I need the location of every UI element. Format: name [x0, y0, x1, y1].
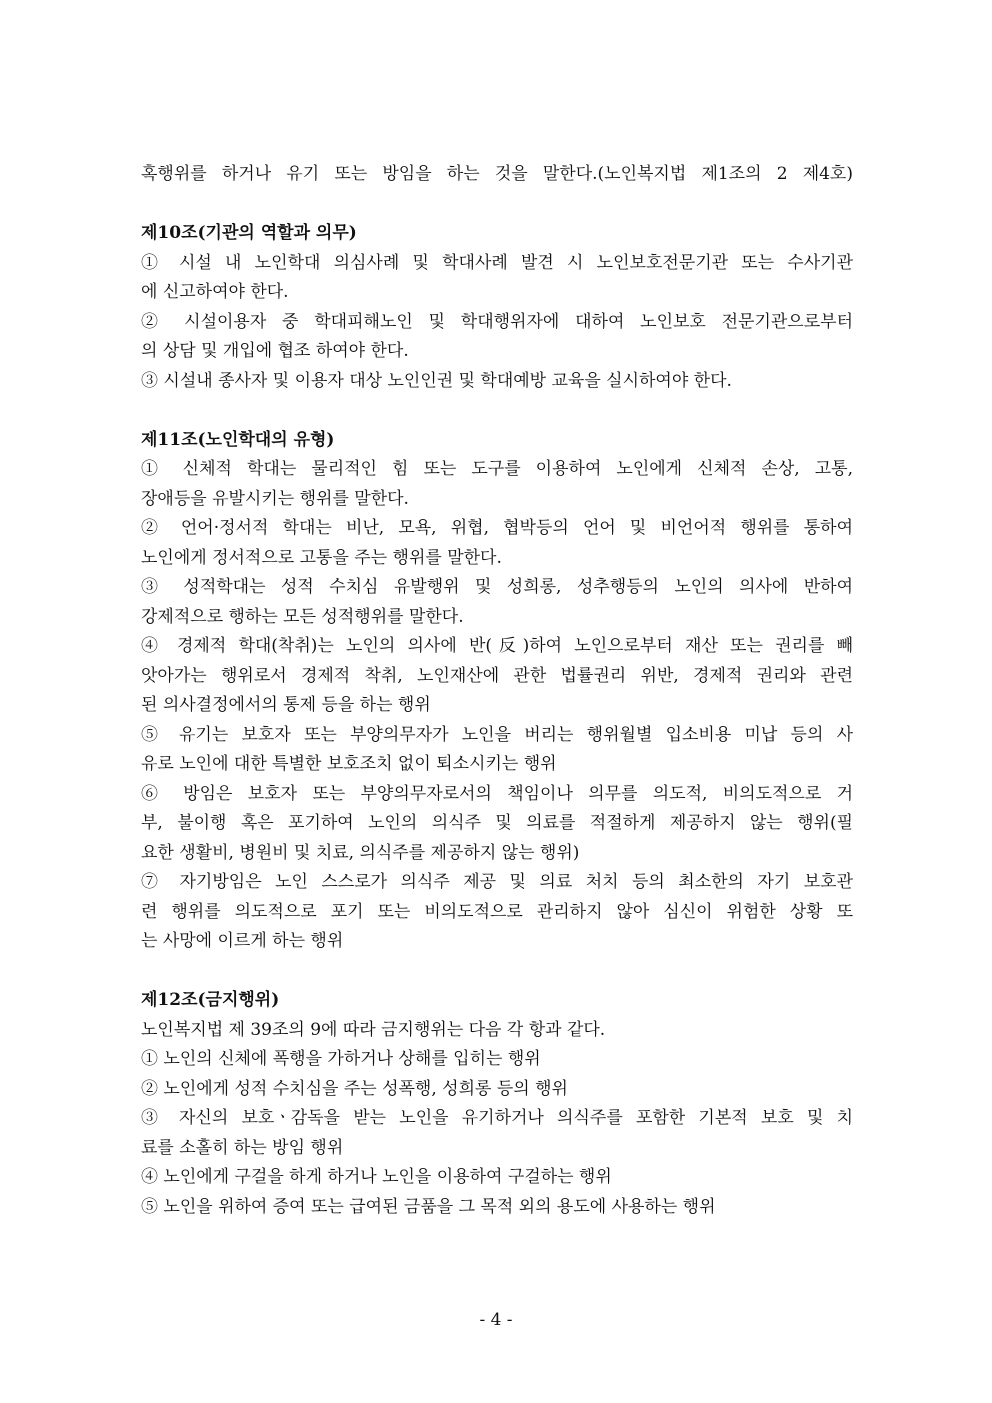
article-11-line: ⑥ 방임은 보호자 또는 부양의무자로서의 책임이나 의무를 의도적, 비의도적으로 거	[141, 783, 853, 804]
article-10-line: 의 상담 및 개입에 협조 하여야 한다.	[141, 341, 409, 361]
article-12-line: ④ 노인에게 구걸을 하게 하거나 노인을 이용하여 구걸하는 행위	[141, 1167, 612, 1187]
article-11-line: 강제적으로 행하는 모든 성적행위를 말한다.	[141, 606, 464, 627]
article-11-line: 부, 불이행 혹은 포기하여 노인의 의식주 및 의료를 적절하게 제공하지 않는 행위(필	[141, 813, 853, 833]
article-11-line: 된 의사결정에서의 통제 등을 하는 행위	[141, 695, 431, 715]
article-12-line: ① 노인의 신체에 폭행을 가하거나 상해를 입히는 행위	[141, 1049, 541, 1069]
article-11-line: ④ 경제적 학대(착취)는 노인의 의사에 반(反)하여 노인으로부터 재산 또는 권리를 빼	[141, 636, 853, 656]
article-11-line: ③ 성적학대는 성적 수치심 유발행위 및 성희롱, 성추행등의 노인의 의사에 반하여	[141, 577, 853, 597]
section-gap	[141, 957, 853, 987]
continuation-line: 혹행위를 하거나 유기 또는 방임을 하는 것을 말한다.(노인복지법 제1조의 2 제4호)	[141, 164, 853, 184]
article-11-line: ⑦ 자기방임은 노인 스스로가 의식주 제공 및 의료 처치 등의 최소한의 자기 보호관	[141, 872, 853, 892]
article-10-line: ① 시설 내 노인학대 의심사례 및 학대사례 발견 시 노인보호전문기관 또는 수사기관	[141, 252, 853, 273]
section-gap	[141, 190, 853, 220]
article-11-line: ② 언어·정서적 학대는 비난, 모욕, 위협, 협박등의 언어 및 비언어적 행위를 통하여	[141, 518, 853, 538]
article-10-heading: 제10조(기관의 역할과 의무)	[141, 223, 357, 243]
article-11-line: 는 사망에 이르게 하는 행위	[141, 931, 344, 951]
article-12-heading: 제12조(금지행위)	[141, 990, 280, 1010]
article-12-line: ③ 자신의 보호ㆍ감독을 받는 노인을 유기하거나 의식주를 포함한 기본적 보호 및 치	[141, 1108, 853, 1128]
article-11-line: 앗아가는 행위로서 경제적 착취, 노인재산에 관한 법률권리 위반, 경제적 권리와 관련	[141, 665, 853, 686]
article-11-line: 련 행위를 의도적으로 포기 또는 비의도적으로 관리하지 않아 심신이 위험한 상황 또	[141, 901, 853, 922]
article-12-line: ⑤ 노인을 위하여 증여 또는 급여된 금품을 그 목적 외의 용도에 사용하는 행위	[141, 1196, 716, 1217]
article-10-line: 에 신고하여야 한다.	[141, 282, 289, 302]
article-12-line: ② 노인에게 성적 수치심을 주는 성폭행, 성희롱 등의 행위	[141, 1078, 568, 1099]
section-gap	[141, 396, 853, 426]
article-11-line: 장애등을 유발시키는 행위를 말한다.	[141, 488, 409, 509]
page-number: - 4 -	[479, 1310, 513, 1330]
article-11-line: 노인에게 정서적으로 고통을 주는 행위를 말한다.	[141, 547, 502, 568]
article-10-line: ③ 시설내 종사자 및 이용자 대상 노인인권 및 학대예방 교육을 실시하여야 한다.	[141, 370, 732, 391]
article-10-line: ② 시설이용자 중 학대피해노인 및 학대행위자에 대하여 노인보호 전문기관으로부터	[141, 311, 853, 332]
article-11-line: 유로 노인에 대한 특별한 보호조치 없이 퇴소시키는 행위	[141, 754, 557, 774]
article-11-line: ⑤ 유기는 보호자 또는 부양의무자가 노인을 버리는 행위월별 입소비용 미납 등의 사	[141, 724, 853, 745]
article-12-line: 료를 소홀히 하는 방임 행위	[141, 1137, 344, 1158]
article-12-line: 노인복지법 제 39조의 9에 따라 금지행위는 다음 각 항과 같다.	[141, 1019, 606, 1040]
document-body	[141, 160, 853, 1222]
article-11-heading: 제11조(노인학대의 유형)	[141, 429, 335, 450]
article-11-line: ① 신체적 학대는 물리적인 힘 또는 도구를 이용하여 노인에게 신체적 손상, 고통,	[141, 459, 853, 479]
article-11-line: 요한 생활비, 병원비 및 치료, 의식주를 제공하지 않는 행위)	[141, 842, 580, 863]
